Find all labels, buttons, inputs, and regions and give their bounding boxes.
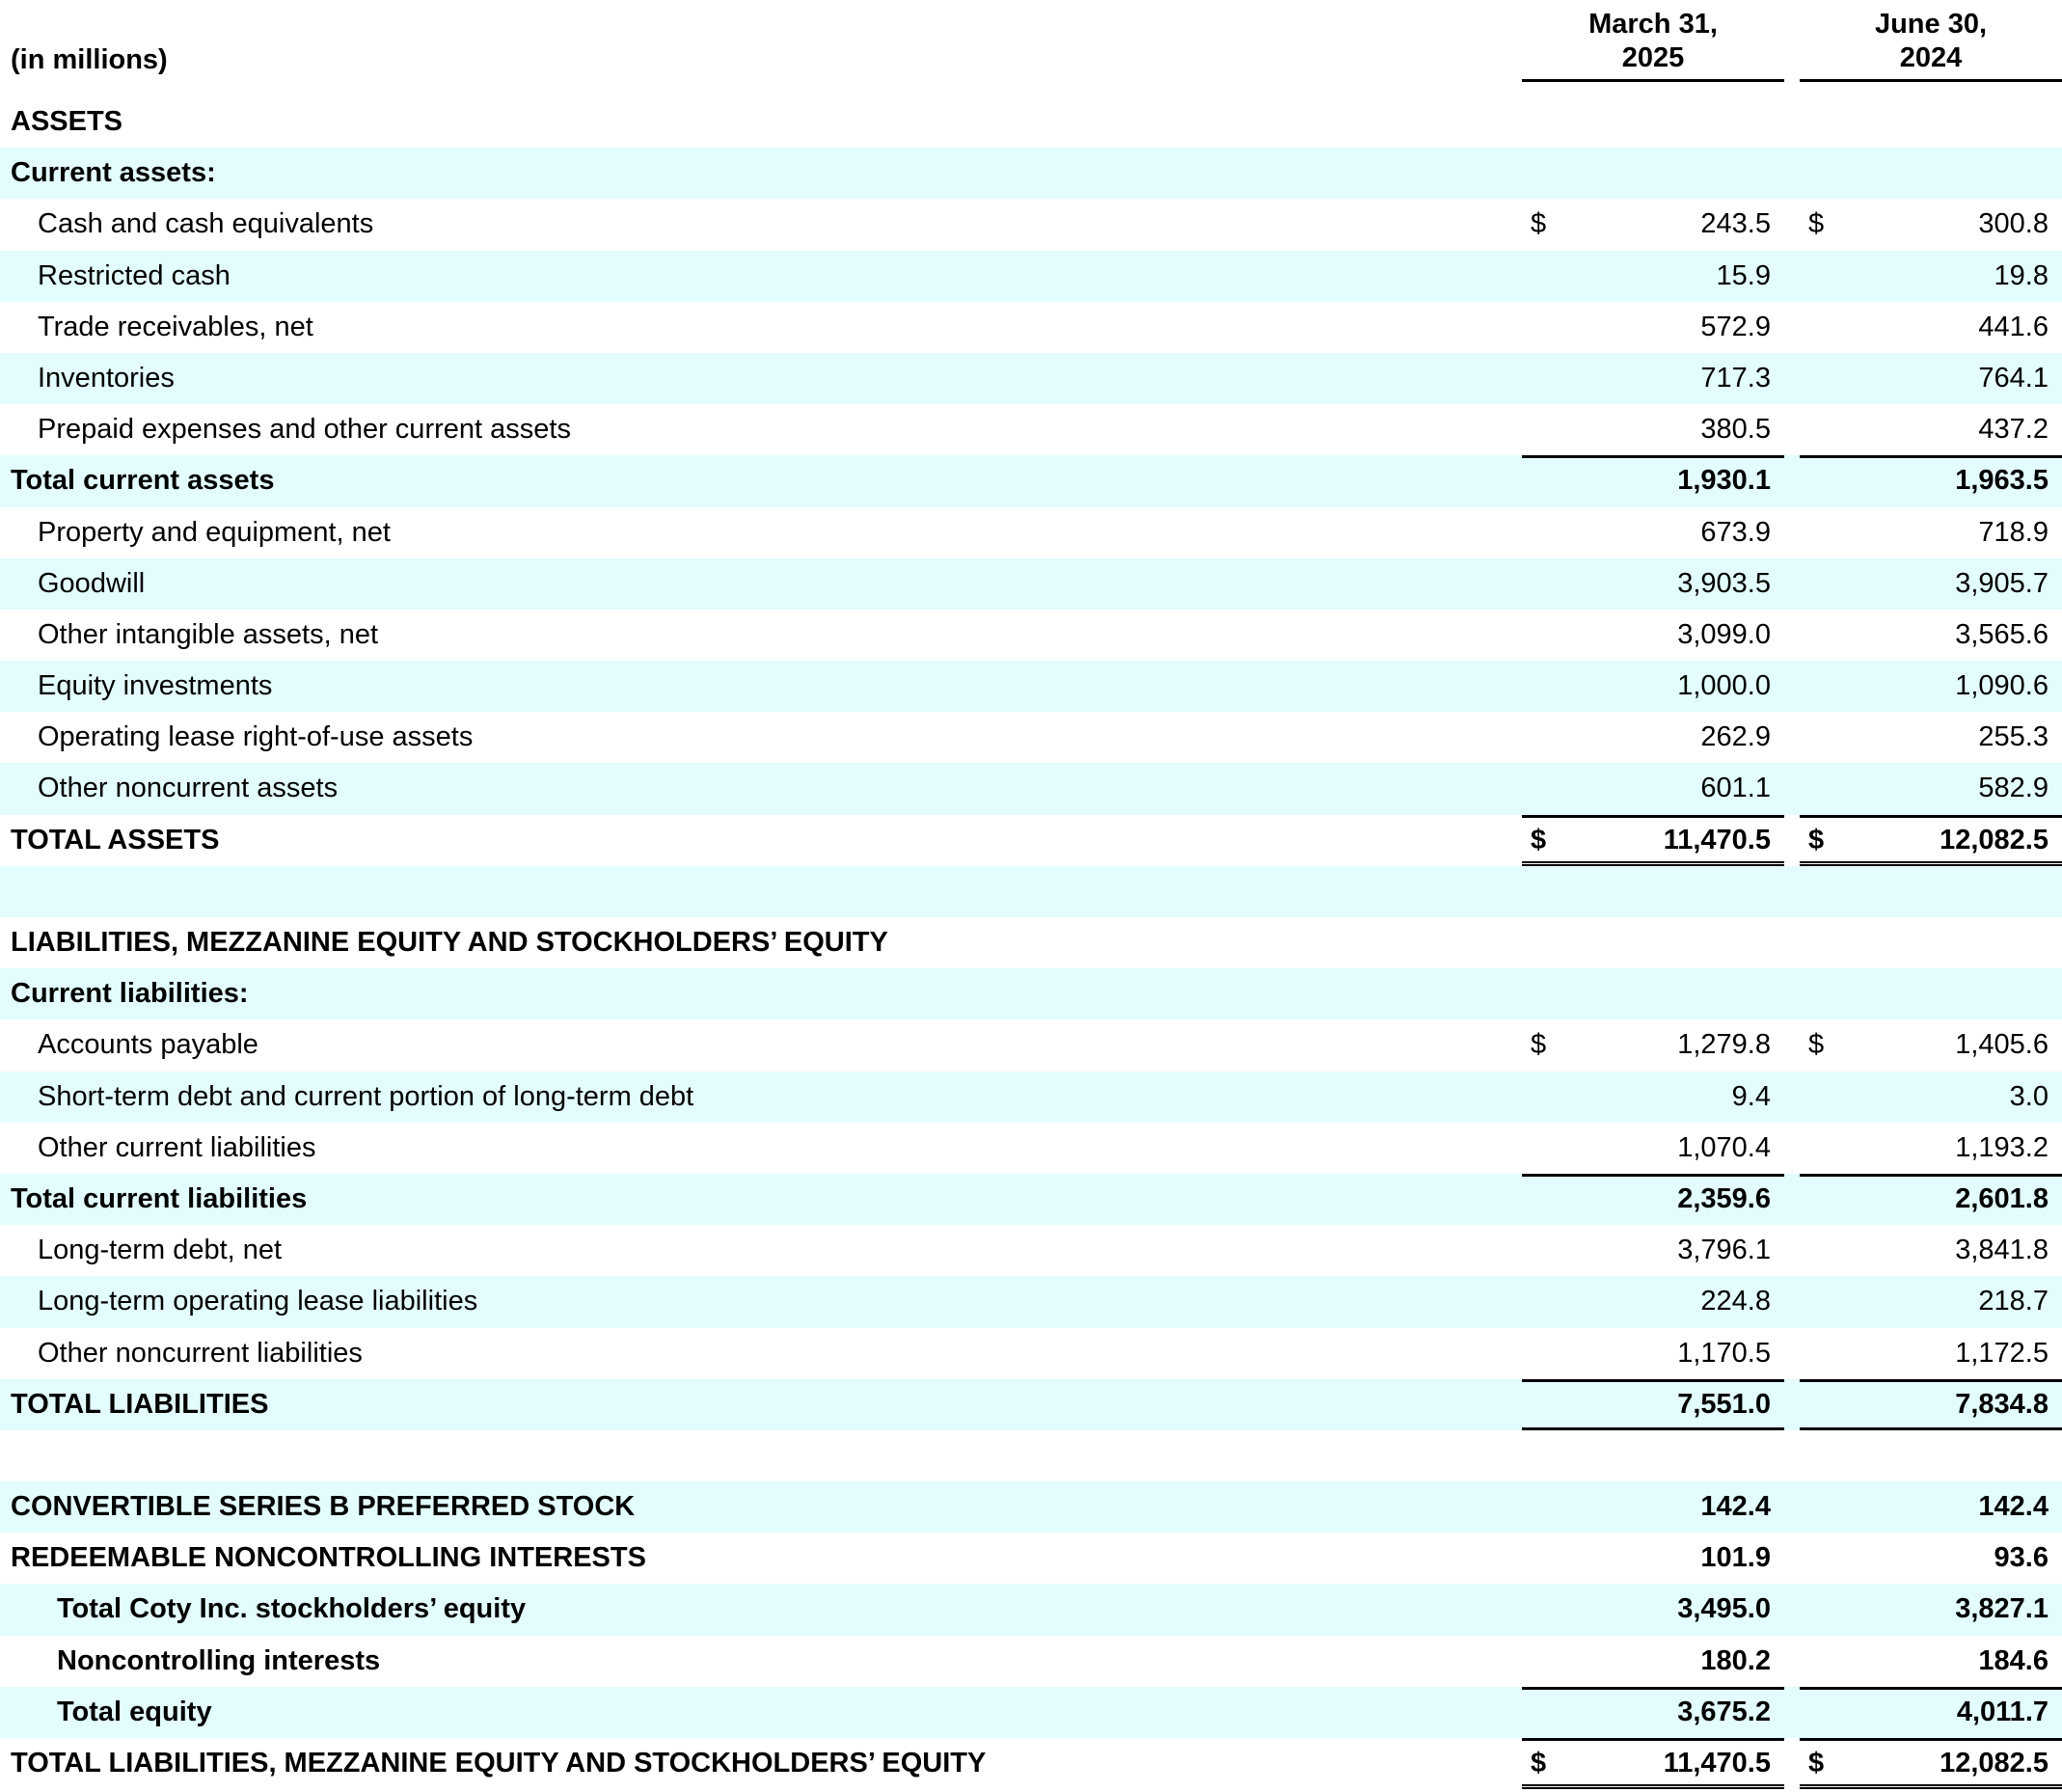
amount-value: 1,070.4 <box>1677 1131 1771 1163</box>
amount-value: 3,796.1 <box>1677 1235 1771 1266</box>
amount-value: 2,601.8 <box>1955 1182 2048 1214</box>
table-row <box>0 404 2062 455</box>
amount-value: 3,565.6 <box>1955 618 2048 650</box>
table-row <box>0 1481 2062 1533</box>
amount-value: 380.5 <box>1700 414 1771 446</box>
row-label: Other intangible assets, net <box>38 618 379 650</box>
column-header-march-2025 <box>1522 8 1784 82</box>
amount-value: 1,405.6 <box>1955 1029 2048 1061</box>
table-row <box>0 302 2062 353</box>
value-cell-june-2024 <box>1800 1328 2062 1379</box>
table-row <box>0 353 2062 404</box>
amount-value: 142.4 <box>1700 1491 1771 1523</box>
value-cell-march-2025 <box>1522 1072 1784 1123</box>
currency-symbol: $ <box>1808 208 1825 240</box>
column-header-line: 2025 <box>1621 42 1685 73</box>
value-cell-june-2024 <box>1800 661 2062 712</box>
column-header-line: 2024 <box>1899 42 1963 73</box>
table-row <box>0 1636 2062 1687</box>
table-row <box>0 1276 2062 1327</box>
row-label: Current assets: <box>11 157 216 189</box>
table-row <box>0 917 2062 968</box>
value-cell-march-2025 <box>1522 1225 1784 1276</box>
amount-value: 255.3 <box>1978 721 2048 753</box>
amount-value: 1,000.0 <box>1677 670 1771 702</box>
amount-value: 243.5 <box>1700 208 1771 240</box>
amount-value: 1,963.5 <box>1955 465 2048 497</box>
value-cell-june-2024 <box>1800 815 2062 866</box>
value-cell-june-2024 <box>1800 712 2062 763</box>
value-cell-june-2024 <box>1800 353 2062 404</box>
value-cell-march-2025 <box>1522 507 1784 558</box>
value-cell-june-2024 <box>1800 1584 2062 1635</box>
statement-header <box>0 0 2062 96</box>
table-row <box>0 96 2062 148</box>
column-header-june-2024 <box>1800 8 2062 82</box>
value-cell-june-2024 <box>1800 1379 2062 1430</box>
amount-value: 3,905.7 <box>1955 567 2048 599</box>
row-label: Other current liabilities <box>38 1131 316 1163</box>
value-cell-march-2025 <box>1522 661 1784 712</box>
amount-value: 262.9 <box>1700 721 1771 753</box>
table-row <box>0 661 2062 712</box>
row-label: LIABILITIES, MEZZANINE EQUITY AND STOCKHOLDERS’ EQUITY <box>11 927 888 958</box>
value-cell-june-2024 <box>1800 610 2062 661</box>
value-cell-june-2024 <box>1800 1481 2062 1533</box>
amount-value: 9.4 <box>1731 1080 1771 1112</box>
column-header-line: March 31, <box>1588 9 1718 40</box>
balance-sheet-table <box>0 96 2062 1789</box>
amount-value: 218.7 <box>1978 1286 2048 1317</box>
row-label: Total current assets <box>11 465 275 497</box>
amount-value: 441.6 <box>1978 311 2048 342</box>
row-label: ASSETS <box>11 106 123 137</box>
table-row <box>0 763 2062 814</box>
value-cell-june-2024 <box>1800 1019 2062 1071</box>
table-row <box>0 558 2062 610</box>
value-cell-june-2024 <box>1800 199 2062 250</box>
row-label: TOTAL LIABILITIES, MEZZANINE EQUITY AND STOCKHOLDERS’ EQUITY <box>11 1748 987 1778</box>
amount-value: 2,359.6 <box>1677 1182 1771 1214</box>
amount-value: 7,551.0 <box>1677 1388 1771 1420</box>
value-cell-june-2024 <box>1800 763 2062 814</box>
row-label: Accounts payable <box>38 1029 258 1061</box>
amount-value: 3,675.2 <box>1677 1696 1771 1727</box>
value-cell-june-2024 <box>1800 1276 2062 1327</box>
row-label: Operating lease right-of-use assets <box>38 721 474 753</box>
amount-value: 19.8 <box>1994 259 2048 291</box>
row-label: Restricted cash <box>38 259 231 291</box>
currency-symbol: $ <box>1808 824 1825 855</box>
value-cell-march-2025 <box>1522 1738 1784 1789</box>
currency-symbol: $ <box>1531 1748 1547 1778</box>
row-label: Short-term debt and current portion of long-term debt <box>38 1080 694 1112</box>
amount-value: 3,903.5 <box>1677 567 1771 599</box>
table-row <box>0 1533 2062 1584</box>
row-label: Goodwill <box>38 567 146 599</box>
currency-symbol: $ <box>1531 824 1547 855</box>
row-label: Other noncurrent assets <box>38 773 339 804</box>
table-row <box>0 1584 2062 1635</box>
table-row <box>0 1225 2062 1276</box>
table-row <box>0 866 2062 917</box>
column-header-line: June 30, <box>1874 9 1988 40</box>
value-cell-june-2024 <box>1800 1174 2062 1225</box>
amount-value: 3,495.0 <box>1677 1593 1771 1625</box>
amount-value: 3,827.1 <box>1955 1593 2048 1625</box>
row-label: Long-term operating lease liabilities <box>38 1286 478 1317</box>
amount-value: 12,082.5 <box>1940 824 2048 855</box>
value-cell-march-2025 <box>1522 1123 1784 1174</box>
row-label: REDEEMABLE NONCONTROLLING INTERESTS <box>11 1542 646 1574</box>
table-row <box>0 610 2062 661</box>
table-row <box>0 968 2062 1019</box>
amount-value: 142.4 <box>1978 1491 2048 1523</box>
table-row <box>0 1430 2062 1481</box>
amount-value: 180.2 <box>1700 1644 1771 1676</box>
value-cell-june-2024 <box>1800 1738 2062 1789</box>
table-row <box>0 815 2062 866</box>
value-cell-march-2025 <box>1522 302 1784 353</box>
amount-value: 184.6 <box>1978 1644 2048 1676</box>
row-label: Noncontrolling interests <box>57 1644 381 1676</box>
value-cell-june-2024 <box>1800 1533 2062 1584</box>
amount-value: 101.9 <box>1700 1542 1771 1574</box>
value-cell-june-2024 <box>1800 455 2062 506</box>
amount-value: 582.9 <box>1978 773 2048 804</box>
amount-value: 1,170.5 <box>1677 1337 1771 1369</box>
value-cell-march-2025 <box>1522 1328 1784 1379</box>
row-label: Trade receivables, net <box>38 311 313 342</box>
value-cell-march-2025 <box>1522 1276 1784 1327</box>
amount-value: 673.9 <box>1700 516 1771 548</box>
row-label: Property and equipment, net <box>38 516 391 548</box>
table-row <box>0 199 2062 250</box>
row-label: CONVERTIBLE SERIES B PREFERRED STOCK <box>11 1491 636 1523</box>
row-label: Current liabilities: <box>11 978 249 1010</box>
value-cell-march-2025 <box>1522 251 1784 302</box>
table-row <box>0 1072 2062 1123</box>
amount-value: 1,930.1 <box>1677 465 1771 497</box>
row-label: Total equity <box>57 1696 212 1727</box>
amount-value: 300.8 <box>1978 208 2048 240</box>
row-label: Prepaid expenses and other current assets <box>38 414 571 446</box>
amount-value: 437.2 <box>1978 414 2048 446</box>
table-row <box>0 148 2062 199</box>
value-cell-june-2024 <box>1800 1636 2062 1687</box>
value-cell-march-2025 <box>1522 455 1784 506</box>
currency-symbol: $ <box>1531 208 1547 240</box>
value-cell-march-2025 <box>1522 1174 1784 1225</box>
amount-value: 601.1 <box>1700 773 1771 804</box>
amount-value: 11,470.5 <box>1663 824 1771 855</box>
amount-value: 3,841.8 <box>1955 1235 2048 1266</box>
amount-value: 572.9 <box>1700 311 1771 342</box>
row-label: Equity investments <box>38 670 273 702</box>
row-label: TOTAL ASSETS <box>11 824 220 855</box>
value-cell-march-2025 <box>1522 610 1784 661</box>
row-label: Long-term debt, net <box>38 1235 283 1266</box>
units-label: (in millions) <box>11 44 168 75</box>
amount-value: 1,172.5 <box>1955 1337 2048 1369</box>
value-cell-march-2025 <box>1522 1636 1784 1687</box>
value-cell-march-2025 <box>1522 1481 1784 1533</box>
table-row <box>0 1174 2062 1225</box>
table-row <box>0 507 2062 558</box>
value-cell-june-2024 <box>1800 302 2062 353</box>
value-cell-march-2025 <box>1522 1584 1784 1635</box>
row-label: Cash and cash equivalents <box>38 208 374 240</box>
table-row <box>0 712 2062 763</box>
amount-value: 1,090.6 <box>1955 670 2048 702</box>
table-row <box>0 1328 2062 1379</box>
value-cell-march-2025 <box>1522 199 1784 250</box>
value-cell-march-2025 <box>1522 404 1784 455</box>
value-cell-march-2025 <box>1522 1019 1784 1071</box>
amount-value: 1,193.2 <box>1955 1131 2048 1163</box>
amount-value: 1,279.8 <box>1677 1029 1771 1061</box>
table-row <box>0 1019 2062 1071</box>
amount-value: 15.9 <box>1716 259 1771 291</box>
value-cell-june-2024 <box>1800 404 2062 455</box>
table-row <box>0 1738 2062 1789</box>
value-cell-march-2025 <box>1522 763 1784 814</box>
value-cell-march-2025 <box>1522 353 1784 404</box>
amount-value: 3.0 <box>2009 1080 2048 1112</box>
row-label: Total Coty Inc. stockholders’ equity <box>57 1593 527 1625</box>
table-row <box>0 1123 2062 1174</box>
table-row <box>0 251 2062 302</box>
value-cell-june-2024 <box>1800 1123 2062 1174</box>
amount-value: 764.1 <box>1978 362 2048 394</box>
currency-symbol: $ <box>1531 1029 1547 1061</box>
value-cell-june-2024 <box>1800 558 2062 610</box>
row-label: Other noncurrent liabilities <box>38 1337 363 1369</box>
value-cell-june-2024 <box>1800 251 2062 302</box>
currency-symbol: $ <box>1808 1748 1825 1778</box>
row-label: TOTAL LIABILITIES <box>11 1388 269 1420</box>
value-cell-june-2024 <box>1800 1072 2062 1123</box>
amount-value: 93.6 <box>1994 1542 2048 1574</box>
amount-value: 3,099.0 <box>1677 618 1771 650</box>
currency-symbol: $ <box>1808 1029 1825 1061</box>
amount-value: 7,834.8 <box>1955 1388 2048 1420</box>
value-cell-march-2025 <box>1522 558 1784 610</box>
value-cell-march-2025 <box>1522 1379 1784 1430</box>
row-label: Total current liabilities <box>11 1182 308 1214</box>
value-cell-june-2024 <box>1800 507 2062 558</box>
value-cell-march-2025 <box>1522 1687 1784 1738</box>
amount-value: 717.3 <box>1700 362 1771 394</box>
amount-value: 12,082.5 <box>1940 1748 2048 1778</box>
value-cell-june-2024 <box>1800 1687 2062 1738</box>
row-label: Inventories <box>38 362 175 394</box>
table-row <box>0 455 2062 506</box>
amount-value: 224.8 <box>1700 1286 1771 1317</box>
value-cell-march-2025 <box>1522 1533 1784 1584</box>
value-cell-march-2025 <box>1522 712 1784 763</box>
value-cell-march-2025 <box>1522 815 1784 866</box>
value-cell-june-2024 <box>1800 1225 2062 1276</box>
amount-value: 11,470.5 <box>1663 1748 1771 1778</box>
amount-value: 718.9 <box>1978 516 2048 548</box>
table-row <box>0 1379 2062 1430</box>
table-row <box>0 1687 2062 1738</box>
amount-value: 4,011.7 <box>1956 1696 2048 1727</box>
